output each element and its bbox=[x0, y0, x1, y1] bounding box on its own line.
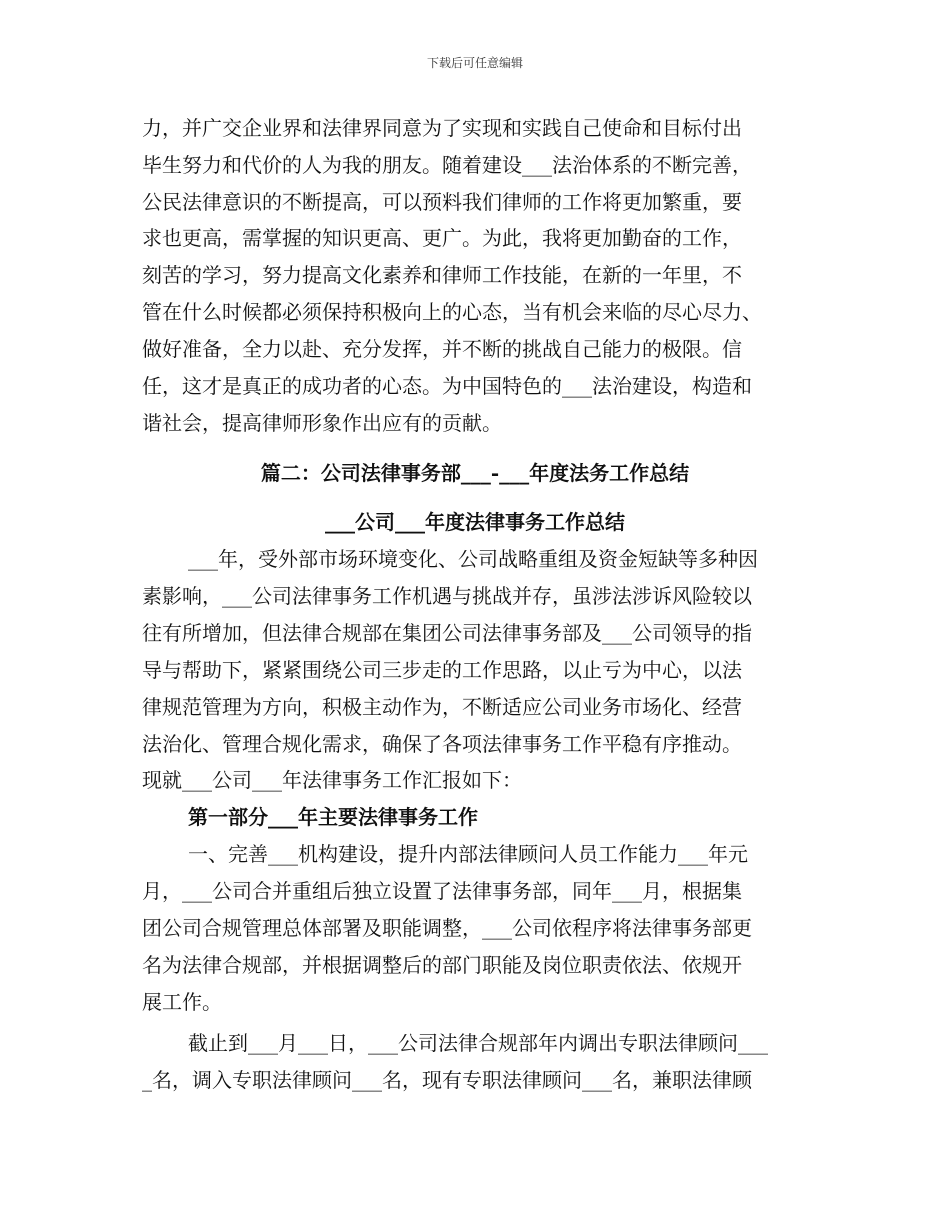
paragraph-line: 刻苦的学习，努力提高文化素养和律师工作技能，在新的一年里，不 bbox=[142, 263, 742, 287]
paragraph-line: 名为法律合规部，并根据调整后的部门职能及岗位职责依法、依规开 bbox=[142, 953, 742, 977]
paragraph-line: 展工作。 bbox=[142, 990, 222, 1014]
section-title: 篇二：公司法律事务部___-___年度法务工作总结 bbox=[260, 461, 690, 485]
paragraph-line: 现就___公司___年法律事务工作汇报如下： bbox=[142, 768, 522, 792]
part-heading: 第一部分___年主要法律事务工作 bbox=[188, 805, 478, 829]
paragraph-line: 公民法律意识的不断提高，可以预料我们律师的工作将更加繁重，要 bbox=[142, 190, 742, 214]
paragraph-line: 管在什么时候都必须保持积极向上的心态，当有机会来临的尽心尽力、 bbox=[142, 300, 762, 324]
paragraph-line: ___年，受外部市场环境变化、公司战略重组及资金短缺等多种因 bbox=[188, 547, 758, 571]
paragraph-line: 导与帮助下，紧紧围绕公司三步走的工作思路，以止亏为中心，以法 bbox=[142, 658, 742, 682]
paragraph-line: _名，调入专职法律顾问___名，现有专职法律顾问___名，兼职法律顾 bbox=[142, 1068, 752, 1092]
paragraph-line: 律规范管理为方向，积极主动作为，不断适应公司业务市场化、经营 bbox=[142, 695, 742, 719]
paragraph-line: 做好准备，全力以赴、充分发挥，并不断的挑战自己能力的极限。信 bbox=[142, 337, 742, 361]
paragraph-line: 团公司合规管理总体部署及职能调整，___公司依程序将法律事务部更 bbox=[142, 916, 752, 940]
paragraph-line: 月，___公司合并重组后独立设置了法律事务部，同年___月，根据集 bbox=[142, 879, 742, 903]
paragraph-line: 法治化、管理合规化需求，确保了各项法律事务工作平稳有序推动。 bbox=[142, 732, 742, 756]
section-subtitle: ___公司___年度法律事务工作总结 bbox=[325, 510, 625, 534]
paragraph-line: 截止到___月___日，___公司法律合规部年内调出专职法律顾问___ bbox=[188, 1031, 768, 1055]
paragraph-line: 力，并广交企业界和法律界同意为了实现和实践自己使命和目标付出 bbox=[142, 116, 742, 140]
header-note: 下载后可任意编辑 bbox=[426, 56, 523, 70]
paragraph-line: 任，这才是真正的成功者的心态。为中国特色的___法治建设，构造和 bbox=[142, 374, 752, 398]
paragraph-line: 往有所增加，但法律合规部在集团公司法律事务部及___公司领导的指 bbox=[142, 621, 752, 645]
paragraph-line: 一、完善___机构建设，提升内部法律顾问人员工作能力___年元 bbox=[188, 842, 748, 866]
paragraph-line: 求也更高，需掌握的知识更高、更广。为此，我将更加勤奋的工作， bbox=[142, 226, 742, 250]
paragraph-line: 毕生努力和代价的人为我的朋友。随着建设___法治体系的不断完善， bbox=[142, 153, 752, 177]
paragraph-line: 素影响，___公司法律事务工作机遇与挑战并存，虽涉法涉诉风险较以 bbox=[142, 584, 752, 608]
paragraph-line: 谐社会，提高律师形象作出应有的贡献。 bbox=[142, 411, 502, 435]
